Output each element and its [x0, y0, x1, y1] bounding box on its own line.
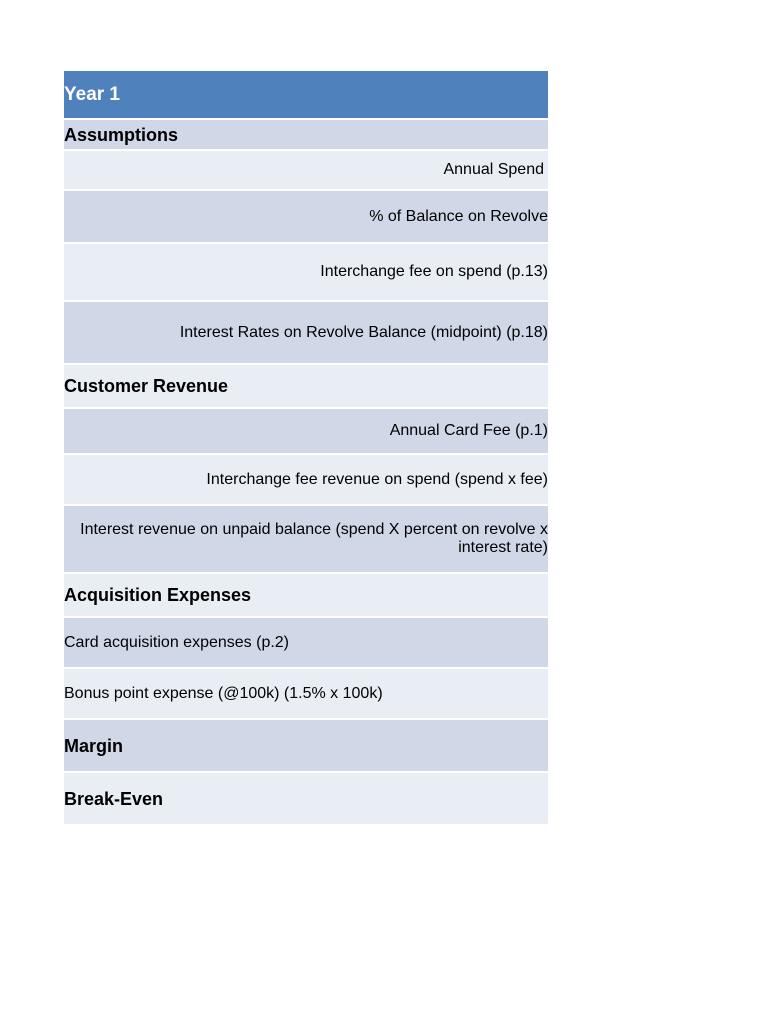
bonus-point-label: Bonus point expense (@100k) (1.5% x 100k) [64, 684, 383, 702]
break-even-heading: Break-Even [64, 788, 164, 809]
card-acquisition-label: Card acquisition expenses (p.2) [64, 633, 290, 651]
annual-spend-label: Annual Spend [443, 161, 544, 178]
table-row[interactable] [64, 191, 548, 244]
customer-revenue-heading-row[interactable] [64, 365, 548, 409]
interchange-revenue-label: Interchange fee revenue on spend (spend x fee) [206, 470, 548, 488]
year-title: Year 1 [64, 83, 120, 105]
table-row[interactable] [64, 455, 548, 506]
annual-card-fee-label: Annual Card Fee (p.1) [389, 422, 548, 439]
customer-revenue-heading: Customer Revenue [64, 376, 229, 396]
table-row[interactable] [64, 618, 548, 669]
margin-row[interactable] [64, 720, 548, 773]
interest-rates-label: Interest Rates on Revolve Balance (midpoint) (p.18) [179, 323, 548, 341]
table-row[interactable] [64, 151, 548, 191]
table-row[interactable] [64, 244, 548, 302]
acquisition-expenses-heading-row[interactable] [64, 574, 548, 618]
break-even-row[interactable] [64, 773, 548, 826]
table-row[interactable] [64, 506, 548, 574]
balance-on-revolve-label: % of Balance on Revolve [369, 207, 548, 225]
assumptions-heading-row[interactable] [64, 120, 548, 151]
table-row[interactable] [64, 409, 548, 455]
year-header-row[interactable] [64, 71, 548, 120]
margin-heading: Margin [64, 735, 124, 756]
spreadsheet-table [64, 71, 548, 826]
assumptions-heading: Assumptions [64, 124, 179, 145]
interest-revenue-label: Interest revenue on unpaid balance (spend X percent on revolve x interest rate) [80, 521, 548, 556]
interchange-fee-label: Interchange fee on spend (p.13) [320, 263, 548, 280]
table-row[interactable] [64, 669, 548, 720]
acquisition-expenses-heading: Acquisition Expenses [64, 585, 252, 605]
table-row[interactable] [64, 302, 548, 365]
